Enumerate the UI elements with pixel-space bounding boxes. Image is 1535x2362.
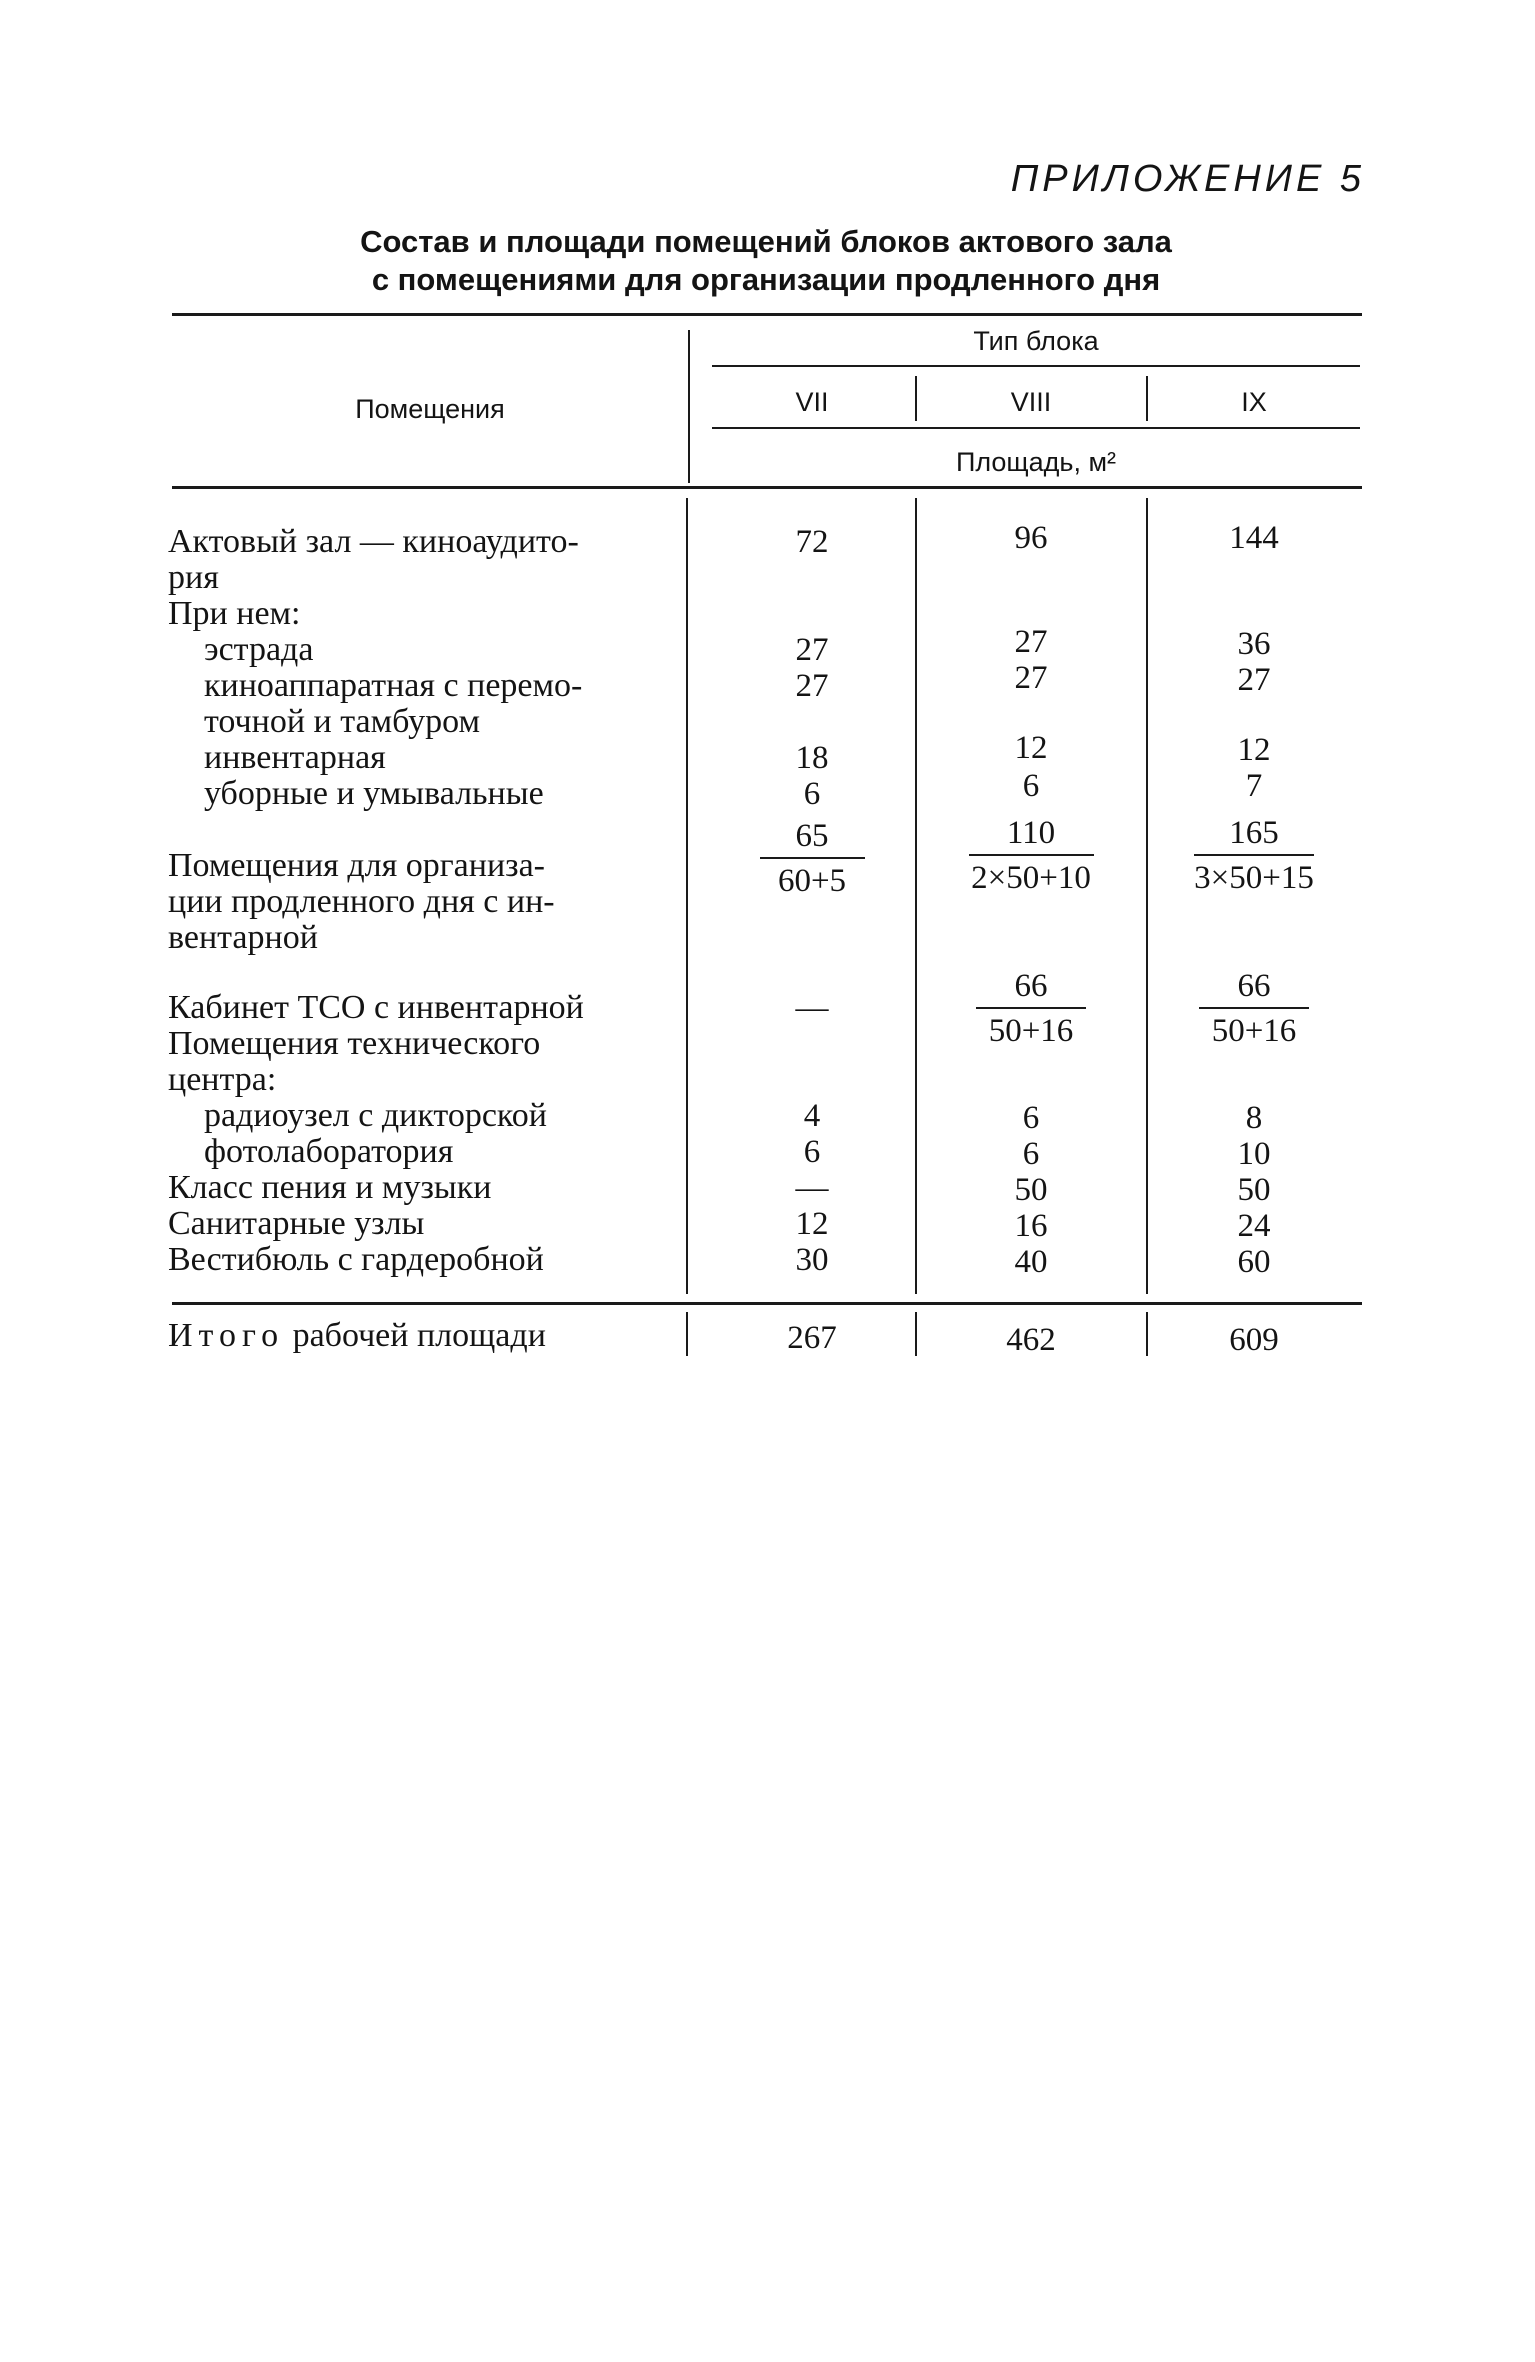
cell-extended-day-ix: [1148, 815, 1360, 896]
cell-projection-room-viii: 27: [1014, 660, 1048, 696]
header-bottom-rule: [172, 486, 1362, 489]
fraction-denominator: 50+16: [988, 1013, 1074, 1049]
row-label-sanitary: Санитарные узлы: [168, 1205, 425, 1242]
fraction-denominator: 60+5: [777, 863, 847, 899]
row-label-projection-room: киноаппаратная с перемо- точной и тамбуром: [204, 667, 583, 740]
row-label-restrooms: уборные и умывальные: [204, 775, 544, 812]
row-label-assembly-hall: Актовый зал — киноаудито- рия: [168, 523, 579, 596]
appendix-heading: ПРИЛОЖЕНИЕ 5: [1010, 158, 1365, 200]
total-divider-rooms: [686, 1312, 688, 1356]
cell-projection-room-vii: 27: [795, 668, 829, 704]
column-header-area-unit: Площадь, м²: [955, 447, 1117, 477]
cell-storage-viii: 12: [1014, 730, 1048, 766]
cell-photo-lab-ix: 10: [1237, 1136, 1271, 1172]
fraction-bar: [1199, 1007, 1309, 1009]
row-label-stage: эстрада: [204, 631, 314, 668]
cell-radio-node-vii: 4: [803, 1098, 821, 1134]
body-divider-rooms: [686, 498, 688, 1294]
cell-total-vii: 267: [787, 1320, 837, 1356]
cell-restrooms-vii: 6: [803, 776, 821, 812]
cell-total-ix: 609: [1229, 1322, 1279, 1358]
fraction-numerator: 110: [1006, 815, 1056, 851]
row-label-radio-node: радиоузел с дикторской: [204, 1097, 547, 1134]
fraction-numerator: 66: [1237, 968, 1271, 1004]
fraction-denominator: 50+16: [1211, 1013, 1297, 1049]
table-top-rule: [172, 313, 1362, 316]
fraction-bar: [969, 854, 1094, 856]
column-header-rooms: Помещения: [355, 394, 505, 424]
row-label-tso-cabinet: Кабинет ТСО с инвентарной: [168, 989, 584, 1026]
column-header-ix: IX: [1241, 387, 1267, 417]
cell-extended-day-viii: [918, 815, 1144, 896]
column-header-block-type: Тип блока: [973, 326, 1099, 356]
total-divider-vii-viii: [915, 1312, 917, 1356]
column-header-viii: VIII: [1010, 387, 1052, 417]
fraction-denominator: 3×50+15: [1194, 860, 1314, 896]
table-title-line-2: с помещениями для организации продленного дня: [371, 262, 1161, 297]
cell-projection-room-ix: 27: [1237, 662, 1271, 698]
cell-storage-ix: 12: [1237, 732, 1271, 768]
cell-photo-lab-vii: 6: [803, 1134, 821, 1170]
row-label-extended-day-rooms: Помещения для организа- ции продленного дня с ин- вентарной: [168, 847, 555, 956]
row-label-storage: инвентарная: [204, 739, 386, 776]
cell-music-class-vii: —: [795, 1170, 829, 1206]
row-label-including: При нем:: [168, 595, 301, 632]
row-label-total: Итого рабочей площади: [168, 1317, 546, 1354]
fraction-numerator: 165: [1229, 815, 1279, 851]
row-label-technical-center: Помещения технического центра:: [168, 1025, 541, 1098]
cell-stage-ix: 36: [1237, 626, 1271, 662]
cell-tso-cabinet-viii: [918, 968, 1144, 1049]
row-label-music-class: Класс пения и музыки: [168, 1169, 492, 1206]
block-names-rule: [712, 427, 1360, 429]
fraction-denominator: 2×50+10: [971, 860, 1091, 896]
cell-assembly-hall-vii: 72: [795, 524, 829, 560]
block-type-rule: [712, 365, 1360, 367]
table-title-line-1: Состав и площади помещений блоков актового зала: [360, 224, 1172, 259]
cell-assembly-hall-ix: 144: [1229, 520, 1279, 556]
fraction-bar: [1194, 854, 1314, 856]
fraction-numerator: 65: [795, 818, 829, 854]
fraction-bar: [760, 857, 865, 859]
fraction-bar: [976, 1007, 1086, 1009]
total-rule: [172, 1302, 1362, 1305]
cell-lobby-ix: 60: [1237, 1244, 1271, 1280]
cell-lobby-viii: 40: [1014, 1244, 1048, 1280]
cell-stage-vii: 27: [795, 632, 829, 668]
row-label-lobby: Вестибюль с гардеробной: [168, 1241, 544, 1278]
cell-restrooms-viii: 6: [1022, 768, 1040, 804]
column-header-vii: VII: [795, 387, 829, 417]
cell-assembly-hall-viii: 96: [1014, 520, 1048, 556]
cell-total-viii: 462: [1006, 1322, 1056, 1358]
cell-storage-vii: 18: [795, 740, 829, 776]
cell-radio-node-viii: 6: [1022, 1100, 1040, 1136]
cell-restrooms-ix: 7: [1245, 768, 1263, 804]
cell-music-class-ix: 50: [1237, 1172, 1271, 1208]
cell-stage-viii: 27: [1014, 624, 1048, 660]
cell-tso-cabinet-vii: —: [795, 990, 829, 1026]
body-divider-vii-viii: [915, 498, 917, 1294]
cell-tso-cabinet-ix: [1148, 968, 1360, 1049]
row-label-photo-lab: фотолаборатория: [204, 1133, 454, 1170]
header-divider-vii-viii: [915, 376, 917, 421]
cell-music-class-viii: 50: [1014, 1172, 1048, 1208]
cell-sanitary-vii: 12: [795, 1206, 829, 1242]
cell-lobby-vii: 30: [795, 1242, 829, 1278]
cell-photo-lab-viii: 6: [1022, 1136, 1040, 1172]
cell-sanitary-viii: 16: [1014, 1208, 1048, 1244]
cell-radio-node-ix: 8: [1245, 1100, 1263, 1136]
rooms-column-divider: [688, 330, 690, 483]
fraction-numerator: 66: [1014, 968, 1048, 1004]
cell-sanitary-ix: 24: [1237, 1208, 1271, 1244]
cell-extended-day-vii: [712, 818, 912, 899]
